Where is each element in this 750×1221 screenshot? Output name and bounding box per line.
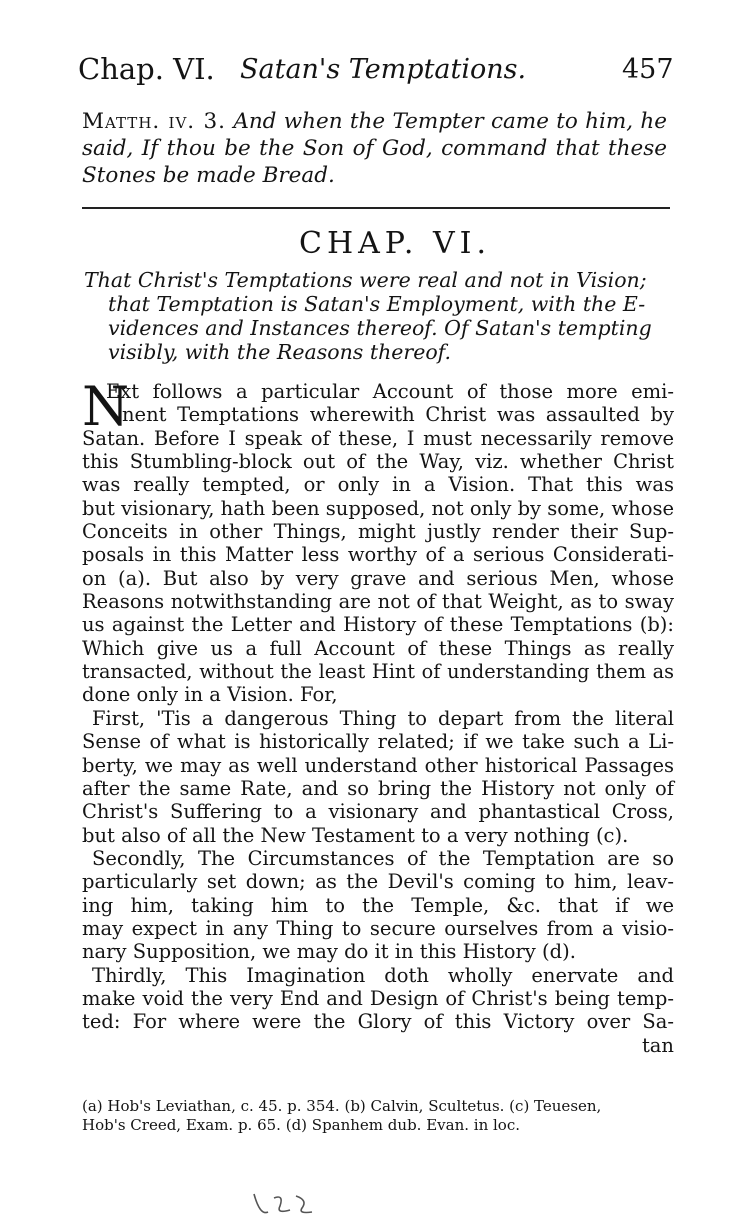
body-line: but visionary, hath been supposed, not only by some, whose [82, 496, 674, 520]
epigraph [82, 108, 667, 189]
summary-line: that Temptation is Satan's Employment, with the E- [108, 292, 646, 316]
body-line: Satan. Before I speak of these, I must necessarily remove [82, 426, 674, 450]
body-line: Thirdly, This Imagination doth wholly enervate and [92, 963, 674, 987]
summary-line: That Christ's Temptations were real and not in Vision; [84, 268, 647, 292]
body-line: Which give us a full Account of these Things as really [82, 636, 674, 660]
body-line: Conceits in other Things, might justly render their Sup- [82, 520, 674, 544]
stray-ink-mark [250, 1190, 320, 1220]
body-line: ted: For where were the Glory of this Victory over Sa- [82, 1010, 674, 1034]
running-head-chapter: Chap. VI. [78, 52, 215, 86]
body-line: done only in a Vision. For, [82, 683, 338, 707]
body-line: this Stumbling-block out of the Way, viz. whether Christ [82, 450, 674, 474]
summary-line: visibly, with the Reasons thereof. [108, 340, 452, 364]
summary-line: vidences and Instances thereof. Of Satan's tempting [108, 316, 652, 340]
body-line: Secondly, The Circumstances of the Temptation are so [92, 846, 674, 870]
body-line: particularly set down; as the Devil's coming to him, leav- [82, 870, 674, 894]
body-line: may expect in any Thing to secure ourselves from a visio- [82, 916, 674, 940]
body-line: make void the very End and Design of Christ's being temp- [82, 986, 674, 1010]
body-line: berty, we may as well understand other historical Passages [82, 753, 674, 777]
catchword: tan [641, 1033, 674, 1057]
body-line: Ext follows a particular Account of those more emi- [106, 380, 674, 403]
body-line: but also of all the New Testament to a very nothing (c). [82, 823, 629, 847]
body-line: transacted, without the least Hint of understanding them as [82, 660, 674, 684]
footnotes [82, 1097, 674, 1135]
body-line: nary Supposition, we may do it in this History (d). [82, 940, 576, 964]
body-line: was really tempted, or only in a Vision. That this was [82, 473, 674, 497]
running-head [78, 52, 678, 92]
body-line: ing him, taking him to the Temple, &c. that if we [82, 893, 674, 917]
section-rule [82, 207, 670, 209]
body-line: on (a). But also by very grave and serious Men, whose [82, 566, 674, 590]
epigraph-text: And when the Tempter came to him, he said, If thou be the Son of God, command that these Stones be made Bread. [82, 109, 667, 188]
page-number: 457 [622, 54, 674, 85]
body-line: posals in this Matter less worthy of a serious Considerati- [82, 543, 674, 567]
body-line: nent Temptations wherewith Christ was assaulted by [122, 403, 674, 427]
body-line: after the same Rate, and so bring the History not only of [82, 776, 674, 800]
body-line: Sense of what is historically related; if we take such a Li- [82, 730, 674, 754]
body-line: Christ's Suffering to a visionary and phantastical Cross, [82, 800, 674, 824]
running-head-title: Satan's Temptations. [240, 54, 527, 85]
chapter-heading: CHAP. VI. [298, 226, 491, 261]
footnote-line: (a) Hob's Leviathan, c. 45. p. 354. (b) Calvin, Scultetus. (c) Teuesen, [82, 1097, 602, 1115]
footnote-line: Hob's Creed, Exam. p. 65. (d) Spanhem dub. Evan. in loc. [82, 1116, 520, 1134]
body-line: Reasons notwithstanding are not of that Weight, as to sway [82, 590, 674, 614]
chapter-summary [84, 268, 672, 364]
body-line: us against the Letter and History of these Temptations (b): [82, 613, 674, 637]
epigraph-reference: Matth. iv. 3. [82, 109, 226, 134]
drop-cap: N [82, 375, 130, 438]
body-line: First, 'Tis a dangerous Thing to depart from the literal [92, 706, 674, 730]
body-text [82, 375, 674, 1057]
